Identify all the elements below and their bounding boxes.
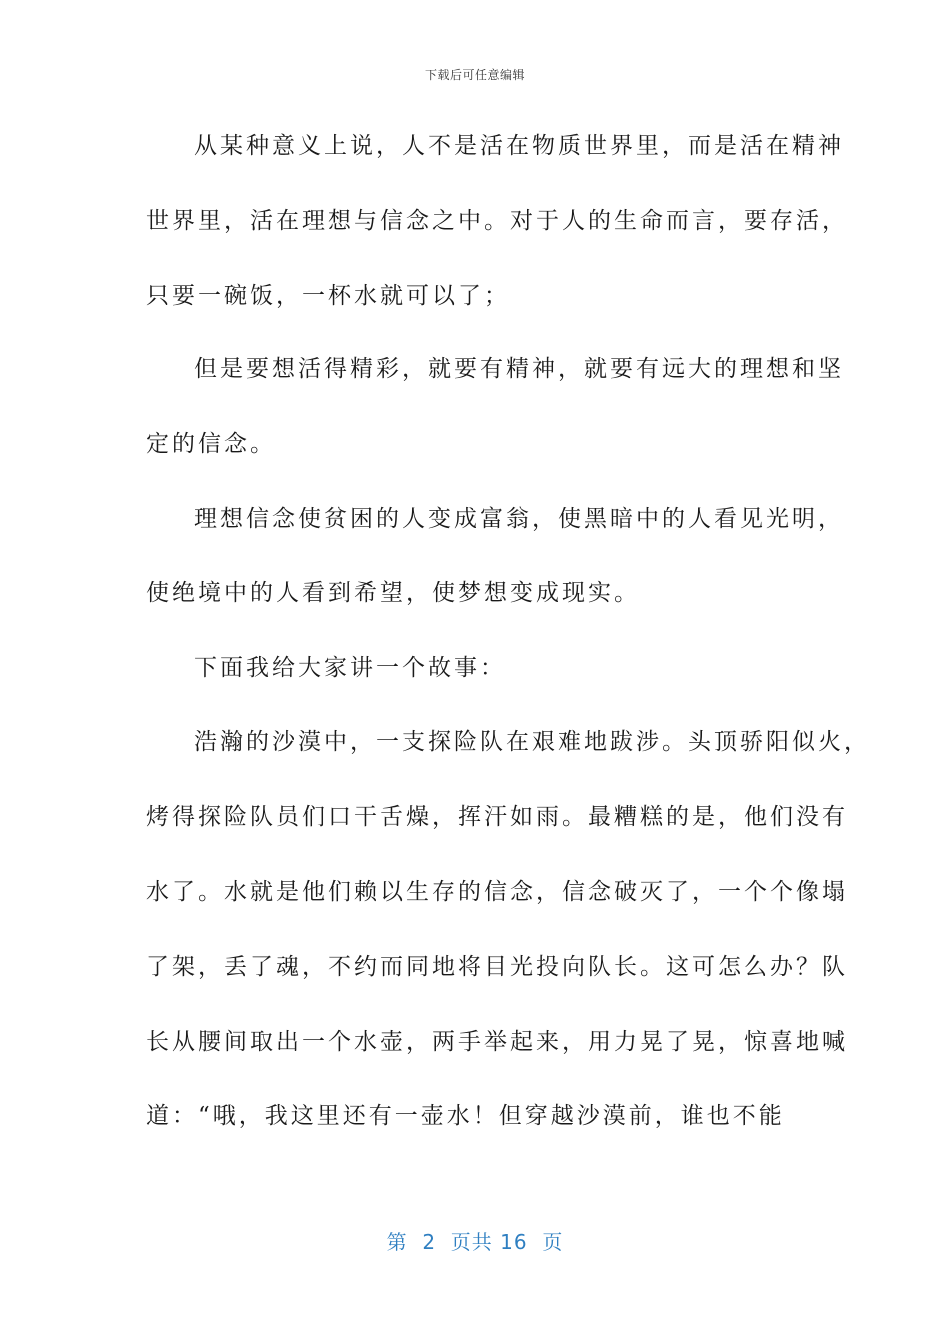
paragraph-line: 从某种意义上说，人不是活在物质世界里，而是活在精神 bbox=[194, 133, 844, 159]
paragraph-line: 只要一碗饭，一杯水就可以了； bbox=[146, 283, 510, 309]
paragraph-line: 下面我给大家讲一个故事： bbox=[194, 655, 506, 681]
paragraph-line: 浩瀚的沙漠中，一支探险队在艰难地跋涉。头顶骄阳似火， bbox=[194, 729, 870, 755]
paragraph-line: 了架，丢了魂，不约而同地将目光投向队长。这可怎么办？队 bbox=[146, 954, 848, 980]
paragraph-line: 但是要想活得精彩，就要有精神，就要有远大的理想和坚 bbox=[194, 356, 844, 382]
paragraph-line: 道：“哦，我这里还有一壶水！但穿越沙漠前，谁也不能 bbox=[146, 1103, 785, 1129]
paragraph-line: 理想信念使贫困的人变成富翁，使黑暗中的人看见光明， bbox=[194, 506, 844, 532]
paragraph-line: 长从腰间取出一个水壶，两手举起来，用力晃了晃，惊喜地喊 bbox=[146, 1029, 848, 1055]
paragraph-line: 世界里，活在理想与信念之中。对于人的生命而言，要存活， bbox=[146, 208, 848, 234]
header-watermark: 下载后可任意编辑 bbox=[424, 68, 525, 82]
paragraph-line: 使绝境中的人看到希望，使梦想变成现实。 bbox=[146, 580, 640, 606]
paragraph-line: 定的信念。 bbox=[146, 431, 276, 457]
page-number-footer: 第 2 页共 16 页 bbox=[386, 1230, 564, 1254]
paragraph-line: 水了。水就是他们赖以生存的信念，信念破灭了，一个个像塌 bbox=[146, 879, 848, 905]
paragraph-line: 烤得探险队员们口干舌燥，挥汗如雨。最糟糕的是，他们没有 bbox=[146, 804, 848, 830]
